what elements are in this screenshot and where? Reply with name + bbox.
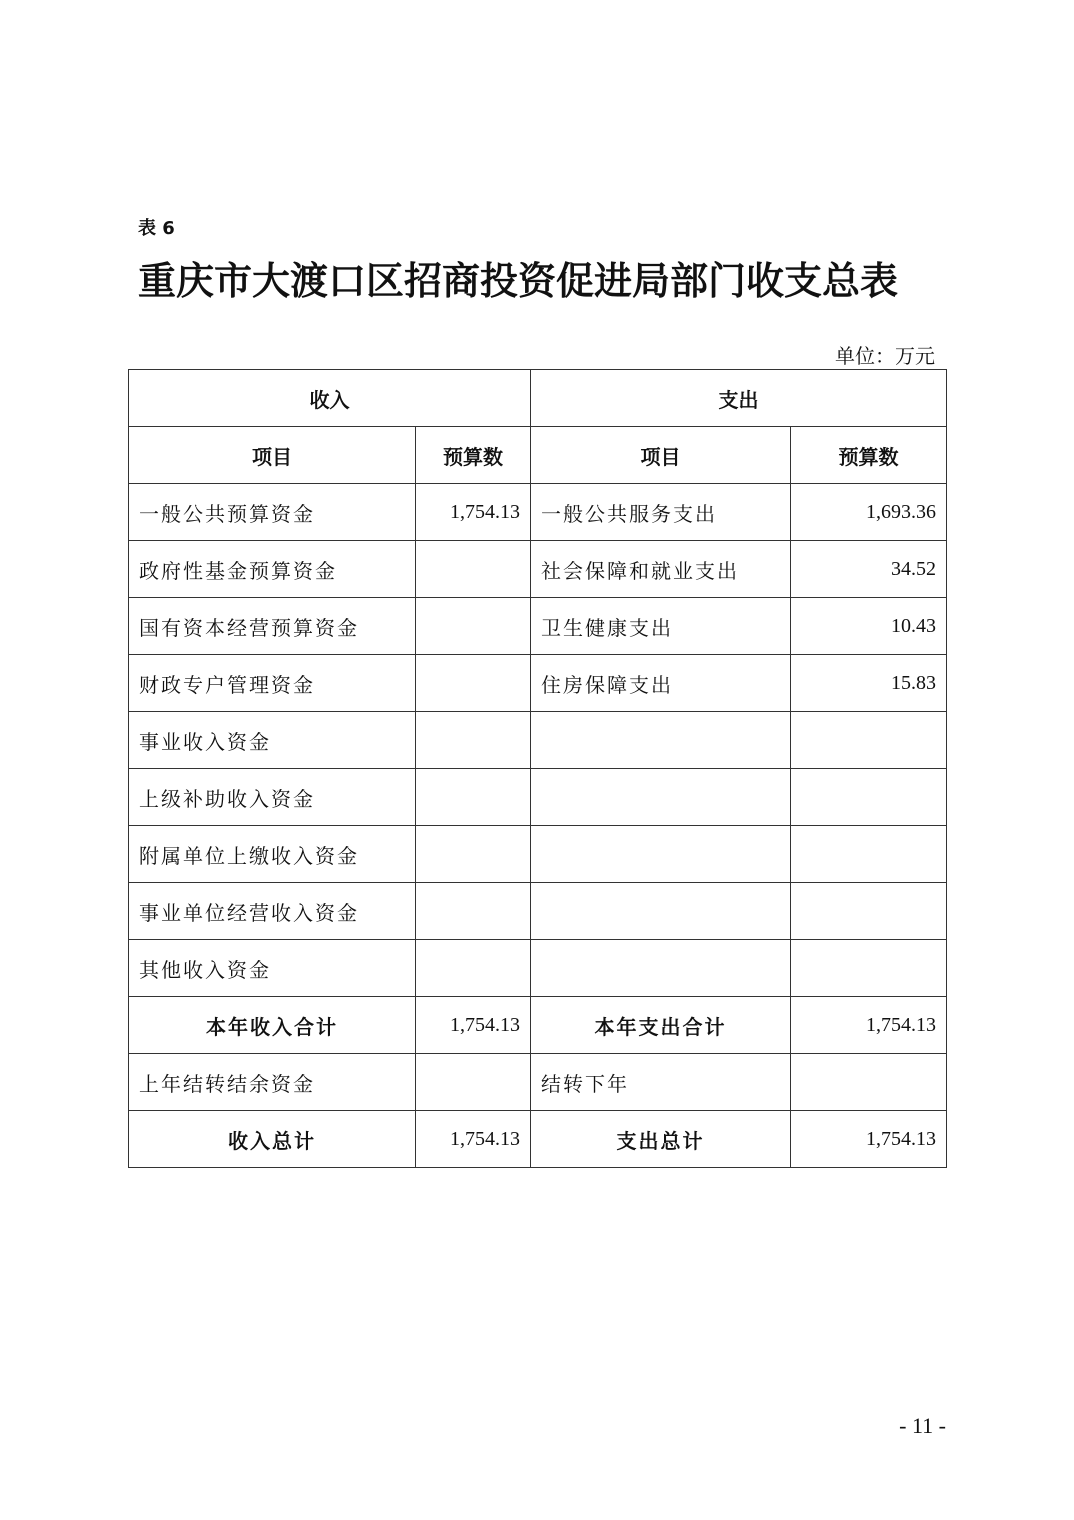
income-section-header: 收入 bbox=[129, 370, 531, 427]
income-amount bbox=[416, 712, 531, 769]
expense-item bbox=[531, 712, 791, 769]
expense-grand-total-amount: 1,754.13 bbox=[791, 1111, 947, 1168]
income-amount bbox=[416, 598, 531, 655]
expense-item: 住房保障支出 bbox=[531, 655, 791, 712]
income-item: 事业收入资金 bbox=[129, 712, 416, 769]
income-item: 一般公共预算资金 bbox=[129, 484, 416, 541]
prior-year-carryover-label: 上年结转结余资金 bbox=[129, 1054, 416, 1111]
expense-item: 社会保障和就业支出 bbox=[531, 541, 791, 598]
income-item: 政府性基金预算资金 bbox=[129, 541, 416, 598]
table-row bbox=[129, 655, 947, 712]
carry-to-next-year-label: 结转下年 bbox=[531, 1054, 791, 1111]
income-item: 事业单位经营收入资金 bbox=[129, 883, 416, 940]
income-item: 附属单位上缴收入资金 bbox=[129, 826, 416, 883]
expense-section-header: 支出 bbox=[531, 370, 947, 427]
expense-amount: 34.52 bbox=[791, 541, 947, 598]
income-amount bbox=[416, 769, 531, 826]
table-row bbox=[129, 598, 947, 655]
year-income-total-amount: 1,754.13 bbox=[416, 997, 531, 1054]
expense-amount bbox=[791, 712, 947, 769]
table-row bbox=[129, 826, 947, 883]
expense-amount bbox=[791, 883, 947, 940]
expense-amount bbox=[791, 940, 947, 997]
income-item: 其他收入资金 bbox=[129, 940, 416, 997]
income-amount bbox=[416, 883, 531, 940]
expense-amount bbox=[791, 826, 947, 883]
table-row bbox=[129, 940, 947, 997]
year-expense-total-amount: 1,754.13 bbox=[791, 997, 947, 1054]
year-income-total-label: 本年收入合计 bbox=[129, 997, 416, 1054]
grand-total-row bbox=[129, 1111, 947, 1168]
year-total-row bbox=[129, 997, 947, 1054]
income-amount: 1,754.13 bbox=[416, 484, 531, 541]
unit-label: 单位：万元 bbox=[835, 344, 935, 368]
table-label: 表 6 bbox=[138, 218, 175, 239]
expense-item-header: 项目 bbox=[531, 427, 791, 484]
income-item: 财政专户管理资金 bbox=[129, 655, 416, 712]
expense-amount: 15.83 bbox=[791, 655, 947, 712]
income-grand-total-label: 收入总计 bbox=[129, 1111, 416, 1168]
income-budget-header: 预算数 bbox=[416, 427, 531, 484]
expense-item bbox=[531, 940, 791, 997]
column-header-row bbox=[129, 427, 947, 484]
expense-grand-total-label: 支出总计 bbox=[531, 1111, 791, 1168]
expense-budget-header: 预算数 bbox=[791, 427, 947, 484]
table-row bbox=[129, 712, 947, 769]
section-header-row bbox=[129, 370, 947, 427]
page-title: 重庆市大渡口区招商投资促进局部门收支总表 bbox=[138, 259, 899, 303]
budget-summary-table bbox=[128, 369, 947, 1168]
year-expense-total-label: 本年支出合计 bbox=[531, 997, 791, 1054]
expense-item bbox=[531, 769, 791, 826]
prior-year-carryover-amount bbox=[416, 1054, 531, 1111]
income-item: 上级补助收入资金 bbox=[129, 769, 416, 826]
income-amount bbox=[416, 541, 531, 598]
expense-amount: 1,693.36 bbox=[791, 484, 947, 541]
table-row bbox=[129, 484, 947, 541]
table-row bbox=[129, 541, 947, 598]
expense-amount: 10.43 bbox=[791, 598, 947, 655]
page-number: - 11 - bbox=[899, 1413, 946, 1438]
expense-amount bbox=[791, 769, 947, 826]
expense-item bbox=[531, 883, 791, 940]
carry-to-next-year-amount bbox=[791, 1054, 947, 1111]
carry-over-row bbox=[129, 1054, 947, 1111]
expense-item: 一般公共服务支出 bbox=[531, 484, 791, 541]
expense-item: 卫生健康支出 bbox=[531, 598, 791, 655]
income-item-header: 项目 bbox=[129, 427, 416, 484]
table-row bbox=[129, 883, 947, 940]
income-grand-total-amount: 1,754.13 bbox=[416, 1111, 531, 1168]
table-row bbox=[129, 769, 947, 826]
income-amount bbox=[416, 655, 531, 712]
income-item: 国有资本经营预算资金 bbox=[129, 598, 416, 655]
expense-item bbox=[531, 826, 791, 883]
income-amount bbox=[416, 826, 531, 883]
income-amount bbox=[416, 940, 531, 997]
